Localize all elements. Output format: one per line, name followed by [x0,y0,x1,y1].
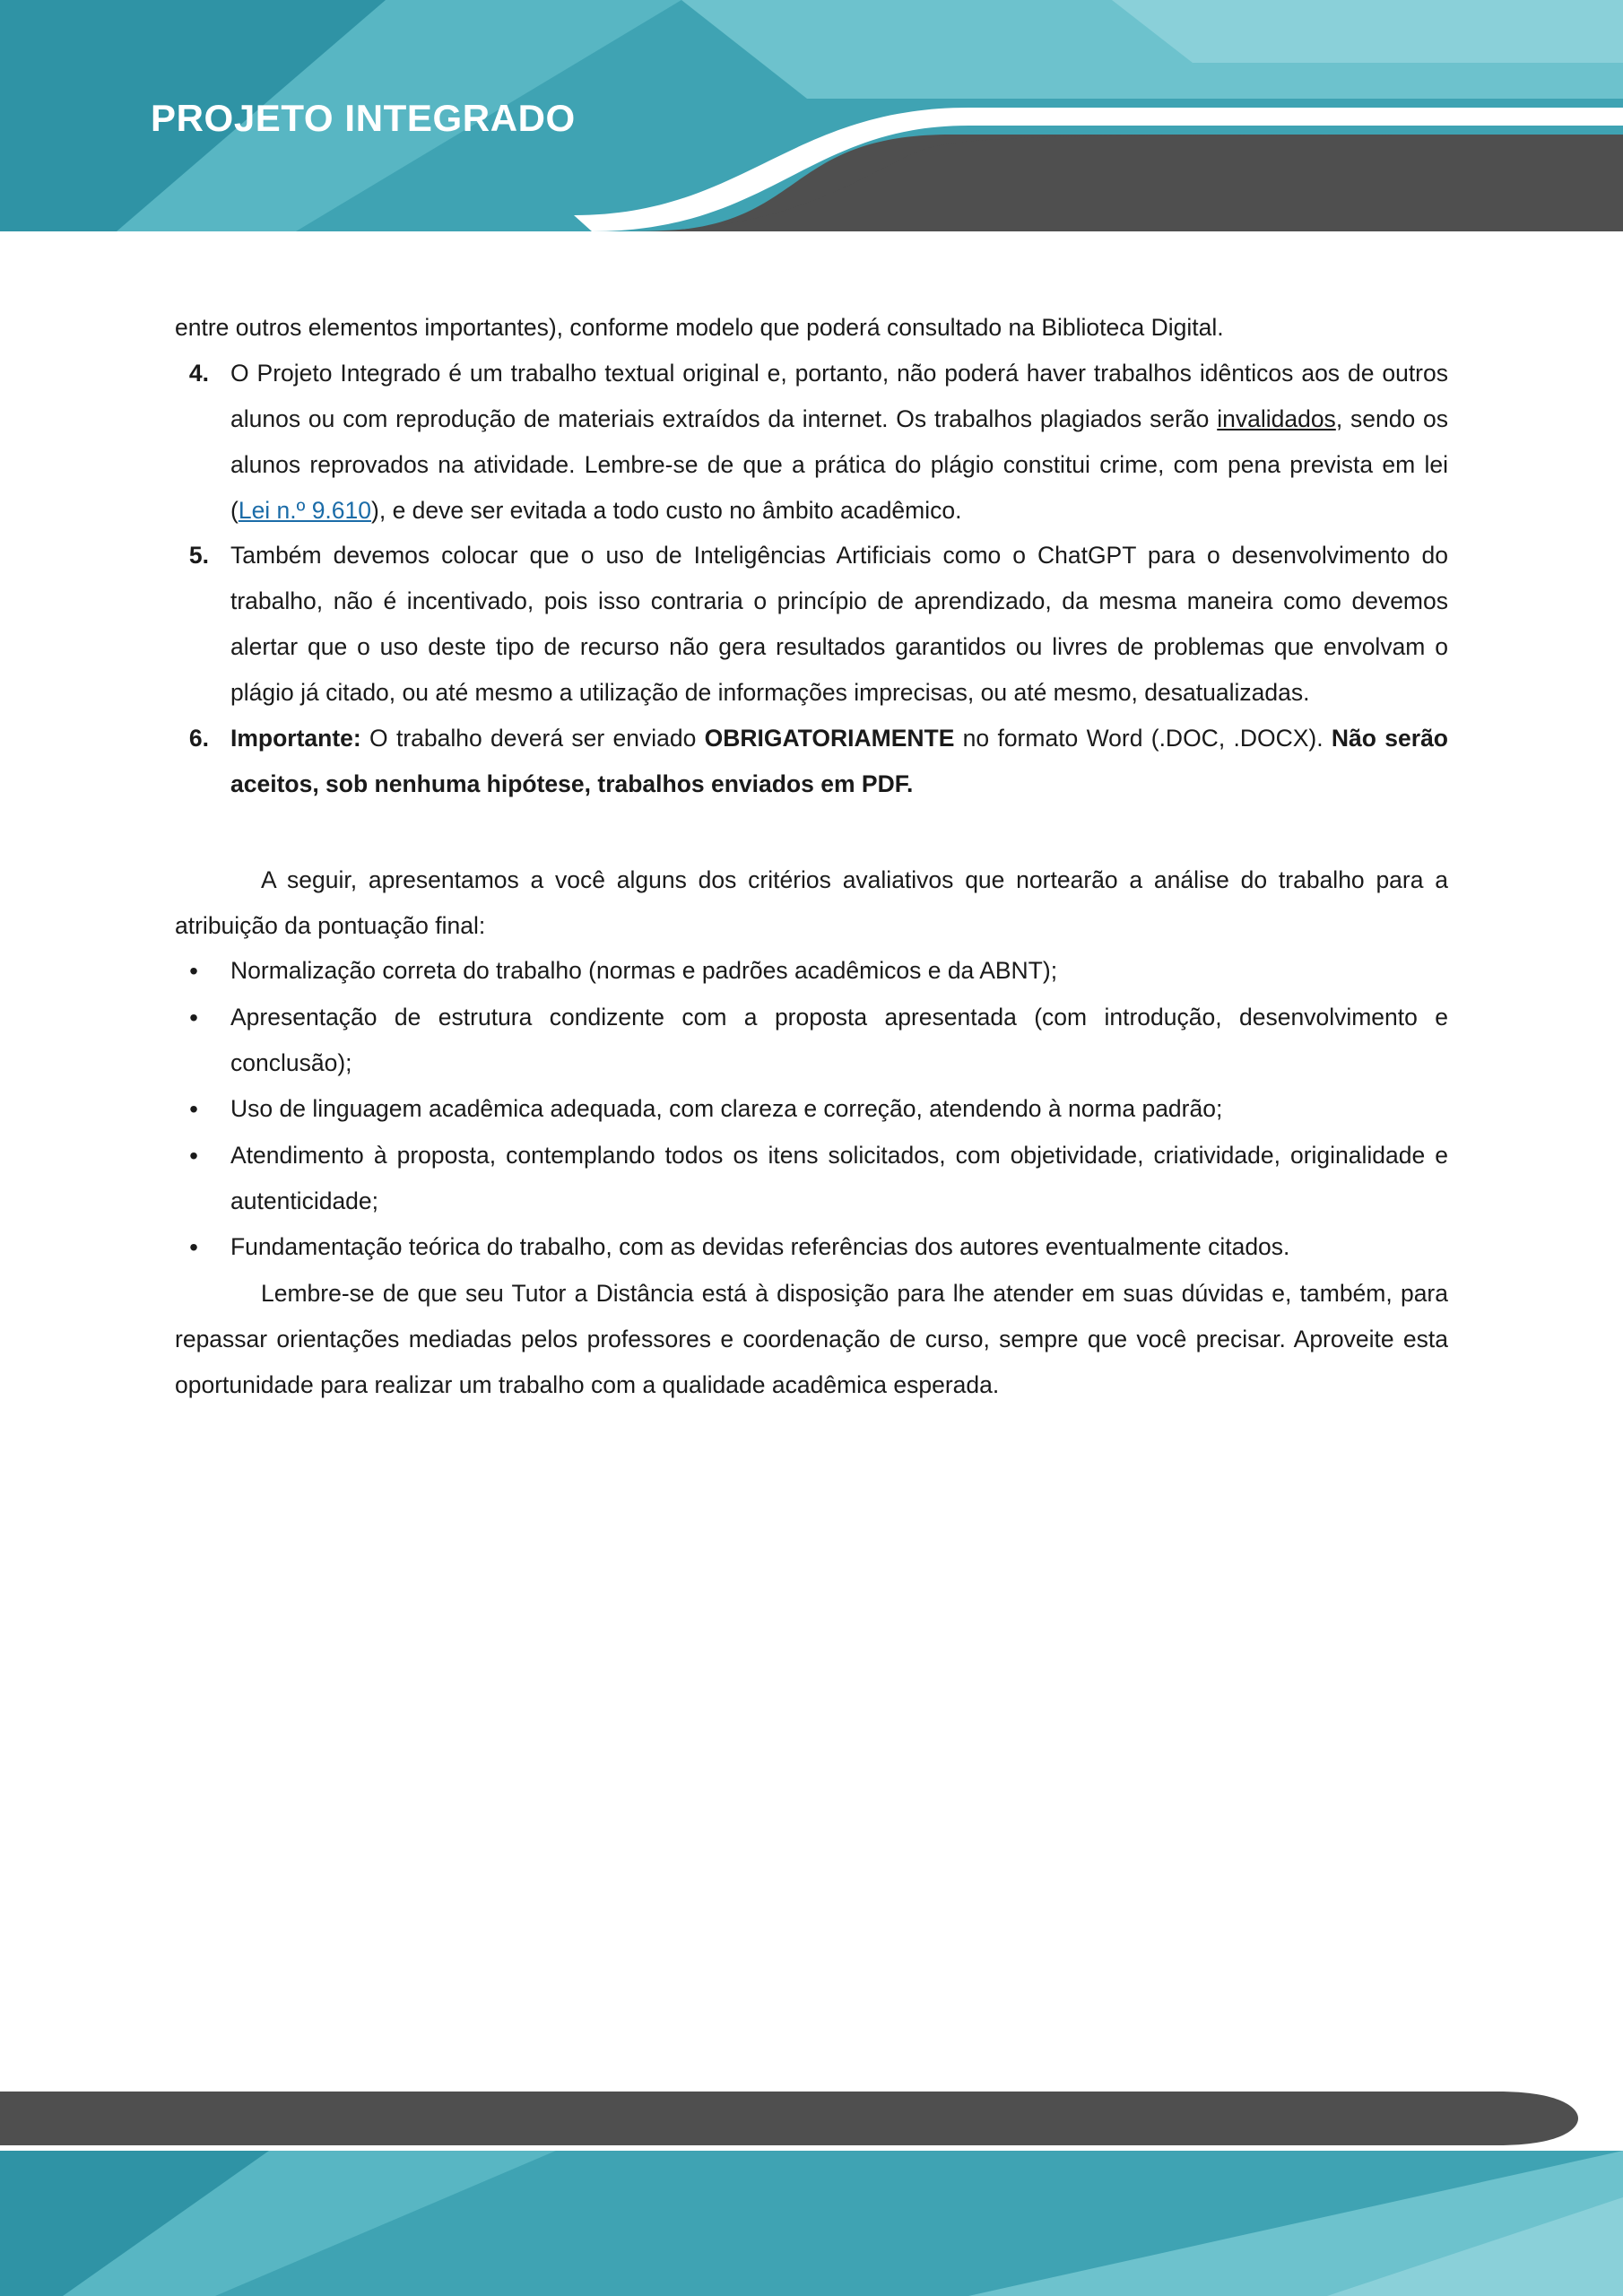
list-item [175,1133,1448,1224]
bullet-icon: • [189,1095,198,1124]
list-marker-4: 4. [188,359,209,387]
list-text-6 [230,716,1448,807]
segment-text: no formato Word (.DOC, .DOCX). [954,724,1332,752]
bullet-text-5: Fundamentação teórica do trabalho, com as devidas referências dos autores eventualmente citados. [230,1233,1290,1261]
list-item [175,995,1448,1086]
list-item-4 [175,351,1448,534]
bullet-icon: • [189,1142,198,1170]
page-header-banner [0,0,1623,260]
segment-bold: Importante: [230,724,361,752]
list-marker-5: 5. [188,542,209,570]
list-item-5 [175,533,1448,716]
list-text-5: Também devemos colocar que o uso de Inteligências Artificiais como o ChatGPT para o desenvolvimento do trabalho, não é incentivado, pois isso contraria o princípio de aprendizado, da mesma maneira como devemos alertar que o uso deste tipo de recurso não gera resultados garantidos ou livres de problemas que envolvam o plágio já citado, ou até mesmo a utilização de informações imprecisas, ou até mesmo, desatualizadas. [230,542,1448,706]
section-spacer [175,807,1448,857]
list-text-4 [230,351,1448,534]
list-item-6 [175,716,1448,807]
law-link[interactable]: Lei n.º 9.610 [238,496,372,524]
segment-text: ), e deve ser evitada a todo custo no âmbito acadêmico. [371,496,962,524]
bullet-icon: • [189,957,198,986]
intro-continuation-paragraph: entre outros elementos importantes), conforme modelo que poderá consultado na Biblioteca Digital. [175,314,1224,341]
footer-decoration [0,2081,1623,2296]
segment-text: , sendo os alunos reprovados na atividade. Lembre-se de que a prática do plágio constitui crime, com pena prevista em lei ( [230,404,1449,524]
segment-bold: OBRIGATORIAMENTE [704,724,955,752]
bullet-text-2: Apresentação de estrutura condizente com a proposta apresentada (com introdução, desenvolvimento e conclusão); [230,1004,1448,1077]
segment-text: O Projeto Integrado é um trabalho textual original e, portanto, não poderá haver trabalhos idênticos aos de outros alunos ou com reprodução de materiais extraídos da internet. Os trabalhos plagiados serão [230,359,1448,432]
list-marker-6: 6. [188,724,209,752]
list-item [175,1086,1448,1133]
segment-text: O trabalho deverá ser enviado [360,724,705,752]
bullet-text-4: Atendimento à proposta, contemplando todos os itens solicitados, com objetividade, criatividade, originalidade e autenticidade; [230,1142,1448,1215]
document-body [175,305,1448,1408]
numbered-list [175,351,1448,807]
bullet-icon: • [189,1233,198,1262]
document-content [0,305,1623,1408]
criteria-bullet-list [175,948,1448,1271]
bullet-text-3: Uso de linguagem acadêmica adequada, com clareza e correção, atendendo à norma padrão; [230,1095,1223,1123]
header-title: PROJETO INTEGRADO [151,97,576,139]
criteria-intro-paragraph: A seguir, apresentamos a você alguns dos critérios avaliativos que nortearão a análise do trabalho para a atribuição da pontuação final: [175,865,1448,939]
segment-underline: invalidados [1217,404,1336,432]
page-footer-banner [0,2081,1623,2296]
closing-paragraph: Lembre-se de que seu Tutor a Distância está à disposição para lhe atender em suas dúvidas e, também, para repassar orientações mediadas pelos professores e coordenação de curso, sempre que você precisar. Aproveite esta oportunidade para realizar um trabalho com a qualidade acadêmica esperada. [175,1280,1448,1398]
segment-bold: Não serão aceitos, sob nenhuma hipótese, trabalhos enviados em PDF. [230,724,1448,797]
list-item [175,1224,1448,1271]
list-item [175,948,1448,995]
bullet-icon: • [189,1004,198,1032]
bullet-text-1: Normalização correta do trabalho (normas e padrões acadêmicos e da ABNT); [230,957,1058,985]
